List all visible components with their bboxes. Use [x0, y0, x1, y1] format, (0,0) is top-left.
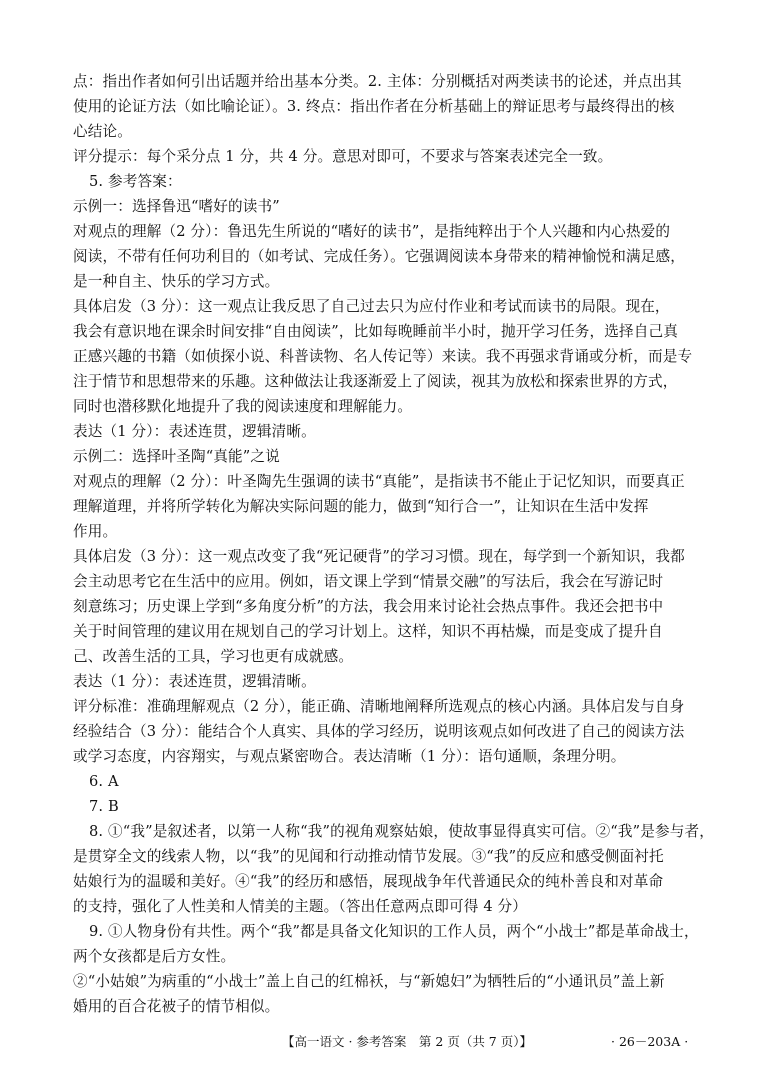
- text-line: 心结论。: [73, 123, 132, 140]
- text-line: 会主动思考它在生活中的应用。例如，语文课上学到“情景交融”的写法后，我会在写游记时: [73, 573, 664, 590]
- text-line: 注于情节和思想带来的乐趣。这种做法让我逐渐爱上了阅读，视其为放松和探索世界的方式，: [73, 373, 678, 390]
- example-1-heading: 示例一：选择鲁迅“嗜好的读书”: [73, 198, 280, 215]
- text-line: 或学习态度，内容翔实，与观点紧密吻合。表达清晰（1 分）：语句通顺，条理分明。: [73, 748, 626, 765]
- text-line: 两个女孩都是后方女性。: [73, 948, 236, 965]
- text-line: 刻意练习；历史课上学到“多角度分析”的方法，我会用来讨论社会热点事件。我还会把书中: [73, 598, 664, 615]
- text-line: 正感兴趣的书籍（如侦探小说、科普读物、名人传记等）来读。我不再强求背诵或分析，而是专: [73, 348, 693, 365]
- scoring-criteria: 评分标准：准确理解观点（2 分），能正确、清晰地阐释所选观点的核心内涵。具体启发与自身: [73, 698, 685, 715]
- page-footer: [0, 1030, 764, 1054]
- text-line: 关于时间管理的建议用在规划自己的学习计划上。这样，知识不再枯燥，而是变成了提升自: [73, 623, 663, 640]
- text-line: 对观点的理解（2 分）：鲁迅先生所说的“嗜好的读书”，是指纯粹出于个人兴趣和内心热爱的: [73, 223, 671, 240]
- text-line: 的支持，强化了人性美和人情美的主题。（答出任意两点即可得 4 分）: [73, 898, 528, 915]
- text-line: 具体启发（3 分）：这一观点改变了我“死记硬背”的学习习惯。现在，每学到一个新知识，我都: [73, 548, 685, 565]
- footer-code: · 26－203A ·: [611, 1034, 689, 1049]
- example-2-heading: 示例二：选择叶圣陶“真能”之说: [73, 448, 280, 465]
- text-line: 姑娘行为的温暖和美好。④“我”的经历和感悟，展现战争年代普通民众的纯朴善良和对革命: [73, 873, 664, 890]
- footer-page-info: 【高一语文 · 参考答案 第 2 页（共 7 页）】: [282, 1034, 532, 1049]
- text-line: 具体启发（3 分）：这一观点让我反思了自己过去只为应付作业和考试而读书的局限。现在，: [73, 298, 670, 315]
- text-line: 使用的论证方法（如比喻论证）。3. 终点：指出作者在分析基础上的辩证思考与最终得出的核: [73, 98, 675, 115]
- text-line: 表达（1 分）：表述连贯，逻辑清晰。: [73, 423, 316, 440]
- question-5-label: 5. 参考答案：: [89, 173, 182, 190]
- text-line: 己、改善生活的工具，学习也更有成就感。: [73, 648, 354, 665]
- text-line: 对观点的理解（2 分）：叶圣陶先生强调的读书“真能”，是指读书不能止于记忆知识，而要真正: [73, 473, 685, 490]
- question-8-answer: 8. ①“我”是叙述者，以第一人称“我”的视角观察姑娘，使故事显得真实可信。②“我”是参与者，: [89, 823, 714, 840]
- text-line: 评分提示：每个采分点 1 分，共 4 分。意思对即可，不要求与答案表述完全一致。: [73, 148, 613, 165]
- text-line: 表达（1 分）：表述连贯，逻辑清晰。: [73, 673, 316, 690]
- text-line: 是贯穿全文的线索人物，以“我”的见闻和行动推动情节发展。③“我”的反应和感受侧面衬托: [73, 848, 664, 865]
- text-line: 阅读，不带有任何功利目的（如考试、完成任务）。它强调阅读本身带来的精神愉悦和满足感，: [73, 248, 685, 265]
- text-line: 同时也潜移默化地提升了我的阅读速度和理解能力。: [73, 398, 413, 415]
- question-9-answer: 9. ①人物身份有共性。两个“我”都是具备文化知识的工作人员，两个“小战士”都是革命战士，: [89, 923, 699, 940]
- text-line: 婚用的百合花被子的情节相似。: [73, 998, 280, 1015]
- question-6-answer: 6. A: [89, 773, 119, 790]
- text-line: 理解道理，并将所学转化为解决实际问题的能力，做到“知行合一”，让知识在生活中发挥: [73, 498, 649, 515]
- text-line: 经验结合（3 分）：能结合个人真实、具体的学习经历，说明该观点如何改进了自己的阅读方法: [73, 723, 685, 740]
- text-line: 我会有意识地在课余时间安排“自由阅读”，比如每晚睡前半小时，抛开学习任务，选择自己真: [73, 323, 678, 340]
- text-line: 点：指出作者如何引出话题并给出基本分类。2. 主体：分别概括对两类读书的论述，并点出其: [73, 73, 682, 90]
- text-line: 是一种自主、快乐的学习方式。: [73, 273, 280, 290]
- question-7-answer: 7. B: [89, 798, 119, 815]
- text-line: 作用。: [73, 523, 118, 540]
- text-line: ②“小姑娘”为病重的“小战士”盖上自己的红棉袄，与“新媳妇”为牺牲后的“小通讯员”盖上新: [73, 973, 665, 990]
